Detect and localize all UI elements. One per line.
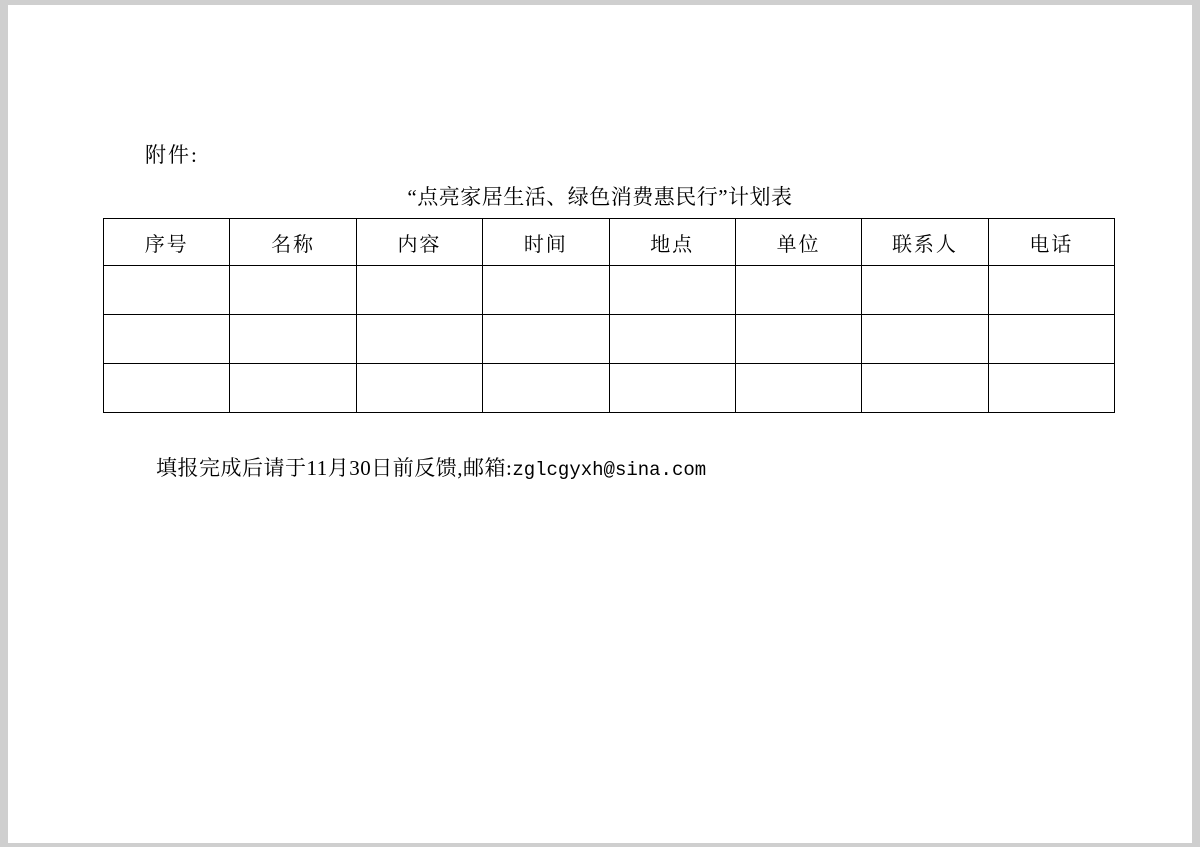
table-cell[interactable]	[609, 364, 735, 413]
note-day: 30	[349, 456, 372, 480]
table-cell[interactable]	[104, 364, 230, 413]
column-header-phone: 电话	[988, 219, 1114, 266]
table-cell[interactable]	[988, 315, 1114, 364]
note-day-unit: 日前反馈,邮箱:	[371, 456, 513, 480]
table-cell[interactable]	[862, 364, 988, 413]
table-cell[interactable]	[356, 315, 482, 364]
table-cell[interactable]	[230, 266, 356, 315]
attachment-label: 附件:	[145, 143, 199, 167]
table-cell[interactable]	[988, 364, 1114, 413]
table-row	[104, 266, 1115, 315]
table-row	[104, 364, 1115, 413]
table-cell[interactable]	[356, 364, 482, 413]
submission-note	[156, 452, 706, 482]
table-cell[interactable]	[104, 315, 230, 364]
table-cell[interactable]	[230, 315, 356, 364]
column-header-unit: 单位	[735, 219, 861, 266]
table-cell[interactable]	[609, 266, 735, 315]
page-title: “点亮家居生活、绿色消费惠民行”计划表	[407, 185, 793, 209]
table-header-row	[104, 219, 1115, 266]
column-header-name: 名称	[230, 219, 356, 266]
column-header-content: 内容	[356, 219, 482, 266]
table-cell[interactable]	[609, 315, 735, 364]
table-row	[104, 315, 1115, 364]
table-cell[interactable]	[483, 364, 609, 413]
table-cell[interactable]	[862, 266, 988, 315]
column-header-contact: 联系人	[862, 219, 988, 266]
note-month: 11	[306, 456, 328, 480]
table-cell[interactable]	[356, 266, 482, 315]
column-header-time: 时间	[483, 219, 609, 266]
table-cell[interactable]	[988, 266, 1114, 315]
table-cell[interactable]	[735, 364, 861, 413]
table-cell[interactable]	[483, 266, 609, 315]
column-header-serial: 序号	[104, 219, 230, 266]
plan-table	[103, 218, 1115, 413]
table-cell[interactable]	[230, 364, 356, 413]
table-cell[interactable]	[862, 315, 988, 364]
note-prefix: 填报完成后请于	[156, 456, 307, 480]
table-cell[interactable]	[735, 315, 861, 364]
note-month-unit: 月	[327, 456, 350, 480]
table-cell[interactable]	[483, 315, 609, 364]
table-cell[interactable]	[104, 266, 230, 315]
column-header-location: 地点	[609, 219, 735, 266]
contact-email[interactable]: zglcgyxh@sina.com	[512, 459, 707, 481]
table-cell[interactable]	[735, 266, 861, 315]
document-body	[8, 5, 1192, 843]
document-page	[8, 5, 1192, 843]
